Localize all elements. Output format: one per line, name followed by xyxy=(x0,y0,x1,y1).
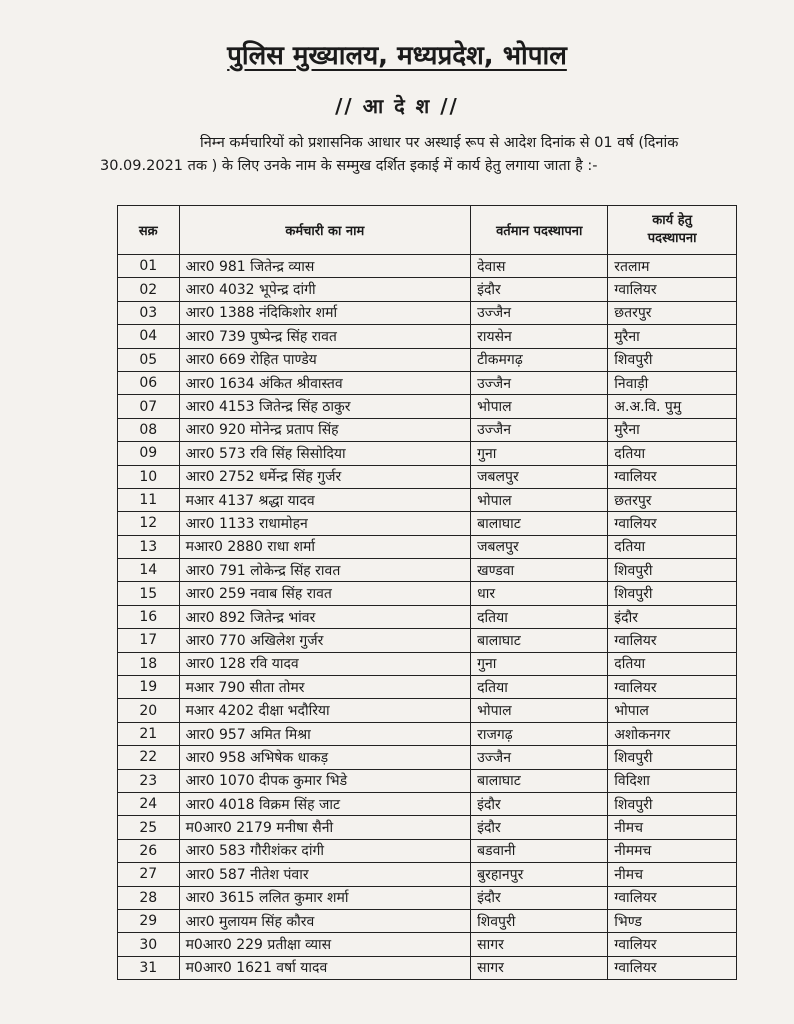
cell-work: दतिया xyxy=(608,442,737,465)
table-row xyxy=(118,582,737,605)
cell-work: ग्वालियर xyxy=(608,629,737,652)
table-row xyxy=(118,535,737,558)
cell-name: आर0 2752 धर्मेन्द्र सिंह गुर्जर xyxy=(179,465,471,488)
cell-work: नीमच xyxy=(608,863,737,886)
cell-sno: 10 xyxy=(118,465,180,488)
cell-name: आर0 3615 ललित कुमार शर्मा xyxy=(179,886,471,909)
table-row xyxy=(118,395,737,418)
cell-current: दतिया xyxy=(471,605,608,628)
cell-name: आर0 1634 अंकित श्रीवास्तव xyxy=(179,371,471,394)
cell-sno: 26 xyxy=(118,839,180,862)
cell-work: विदिशा xyxy=(608,769,737,792)
table-row xyxy=(118,676,737,699)
cell-sno: 18 xyxy=(118,652,180,675)
order-paragraph: निम्न कर्मचारियों को प्रशासनिक आधार पर अस्थाई रूप से आदेश दिनांक से 01 वर्ष (दिनांक 30.09.2021 तक ) के लिए उनके नाम के सम्मुख दर्शित इकाई में कार्य हेतु लगाया जाता है :- xyxy=(100,135,679,174)
cell-work: अशोकनगर xyxy=(608,722,737,745)
table-row xyxy=(118,816,737,839)
cell-sno: 21 xyxy=(118,722,180,745)
table-row xyxy=(118,325,737,348)
table-row xyxy=(118,605,737,628)
cell-sno: 08 xyxy=(118,418,180,441)
cell-work: मुरैना xyxy=(608,418,737,441)
cell-work: नीममच xyxy=(608,839,737,862)
table-row xyxy=(118,722,737,745)
cell-work: मुरैना xyxy=(608,325,737,348)
cell-current: उज्जैन xyxy=(471,301,608,324)
table-row xyxy=(118,629,737,652)
page-title-text: पुलिस मुख्यालय, मध्यप्रदेश, भोपाल xyxy=(227,41,567,71)
cell-current: गुना xyxy=(471,442,608,465)
cell-work: भोपाल xyxy=(608,699,737,722)
table-row xyxy=(118,348,737,371)
cell-current: भोपाल xyxy=(471,699,608,722)
cell-work: ग्वालियर xyxy=(608,676,737,699)
cell-work: निवाड़ी xyxy=(608,371,737,394)
cell-current: टीकमगढ़ xyxy=(471,348,608,371)
table-row xyxy=(118,442,737,465)
cell-name: म0आर0 2179 मनीषा सैनी xyxy=(179,816,471,839)
cell-name: मआर0 2880 राधा शर्मा xyxy=(179,535,471,558)
cell-work: ग्वालियर xyxy=(608,278,737,301)
cell-sno: 30 xyxy=(118,933,180,956)
cell-current: बडवानी xyxy=(471,839,608,862)
cell-current: सागर xyxy=(471,933,608,956)
cell-name: मआर 4202 दीक्षा भदौरिया xyxy=(179,699,471,722)
cell-sno: 07 xyxy=(118,395,180,418)
cell-name: आर0 4032 भूपेन्द्र दांगी xyxy=(179,278,471,301)
cell-work: रतलाम xyxy=(608,255,737,278)
table-row xyxy=(118,839,737,862)
table-row xyxy=(118,512,737,535)
cell-sno: 09 xyxy=(118,442,180,465)
order-label: // आ दे श // xyxy=(335,94,459,118)
cell-work: ग्वालियर xyxy=(608,956,737,979)
cell-current: इंदौर xyxy=(471,886,608,909)
cell-sno: 28 xyxy=(118,886,180,909)
cell-current: शिवपुरी xyxy=(471,909,608,932)
cell-current: बालाघाट xyxy=(471,512,608,535)
cell-current: सागर xyxy=(471,956,608,979)
cell-sno: 27 xyxy=(118,863,180,886)
cell-current: देवास xyxy=(471,255,608,278)
table-row xyxy=(118,652,737,675)
cell-current: उज्जैन xyxy=(471,418,608,441)
cell-sno: 11 xyxy=(118,488,180,511)
cell-current: बालाघाट xyxy=(471,629,608,652)
cell-name: आर0 1070 दीपक कुमार भिडे xyxy=(179,769,471,792)
col-header-work-line1: कार्य हेतु xyxy=(652,213,693,228)
table-row xyxy=(118,699,737,722)
table-row xyxy=(118,301,737,324)
cell-work: शिवपुरी xyxy=(608,746,737,769)
cell-name: आर0 583 गौरीशंकर दांगी xyxy=(179,839,471,862)
cell-name: मआर 790 सीता तोमर xyxy=(179,676,471,699)
cell-current: बालाघाट xyxy=(471,769,608,792)
cell-name: आर0 669 रोहित पाण्डेय xyxy=(179,348,471,371)
cell-sno: 19 xyxy=(118,676,180,699)
cell-current: इंदौर xyxy=(471,816,608,839)
cell-work: छतरपुर xyxy=(608,301,737,324)
col-header-work xyxy=(608,206,737,255)
cell-current: भोपाल xyxy=(471,488,608,511)
cell-name: आर0 587 नीतेश पंवार xyxy=(179,863,471,886)
cell-name: आर0 958 अभिषेक धाकड़ xyxy=(179,746,471,769)
cell-current: जबलपुर xyxy=(471,465,608,488)
cell-name: म0आर0 229 प्रतीक्षा व्यास xyxy=(179,933,471,956)
cell-name: आर0 4018 विक्रम सिंह जाट xyxy=(179,792,471,815)
cell-sno: 31 xyxy=(118,956,180,979)
cell-name: आर0 573 रवि सिंह सिसोदिया xyxy=(179,442,471,465)
cell-sno: 13 xyxy=(118,535,180,558)
table-row xyxy=(118,746,737,769)
cell-current: उज्जैन xyxy=(471,746,608,769)
cell-sno: 02 xyxy=(118,278,180,301)
posting-table xyxy=(117,205,737,980)
table-row xyxy=(118,255,737,278)
cell-name: आर0 1133 राधामोहन xyxy=(179,512,471,535)
cell-work: शिवपुरी xyxy=(608,348,737,371)
cell-sno: 20 xyxy=(118,699,180,722)
cell-current: इंदौर xyxy=(471,792,608,815)
col-header-sno: सक्र xyxy=(118,206,180,255)
cell-sno: 04 xyxy=(118,325,180,348)
cell-current: उज्जैन xyxy=(471,371,608,394)
cell-work: शिवपुरी xyxy=(608,582,737,605)
col-header-name: कर्मचारी का नाम xyxy=(179,206,471,255)
table-row xyxy=(118,863,737,886)
cell-name: आर0 128 रवि यादव xyxy=(179,652,471,675)
cell-sno: 17 xyxy=(118,629,180,652)
table-row xyxy=(118,933,737,956)
table-row xyxy=(118,488,737,511)
cell-name: आर0 920 मोनेन्द्र प्रताप सिंह xyxy=(179,418,471,441)
cell-name: आर0 957 अमित मिश्रा xyxy=(179,722,471,745)
cell-work: नीमच xyxy=(608,816,737,839)
cell-work: ग्वालियर xyxy=(608,465,737,488)
cell-sno: 25 xyxy=(118,816,180,839)
cell-work: भिण्ड xyxy=(608,909,737,932)
cell-work: दतिया xyxy=(608,535,737,558)
cell-current: बुरहानपुर xyxy=(471,863,608,886)
cell-sno: 12 xyxy=(118,512,180,535)
cell-current: गुना xyxy=(471,652,608,675)
cell-sno: 03 xyxy=(118,301,180,324)
table-row xyxy=(118,465,737,488)
cell-name: आर0 770 अखिलेश गुर्जर xyxy=(179,629,471,652)
table-header-row xyxy=(118,206,737,255)
cell-current: जबलपुर xyxy=(471,535,608,558)
cell-current: भोपाल xyxy=(471,395,608,418)
cell-name: आर0 4153 जितेन्द्र सिंह ठाकुर xyxy=(179,395,471,418)
cell-name: आर0 791 लोकेन्द्र सिंह रावत xyxy=(179,559,471,582)
cell-sno: 15 xyxy=(118,582,180,605)
col-header-current: वर्तमान पदस्थापना xyxy=(471,206,608,255)
table-row xyxy=(118,886,737,909)
cell-sno: 06 xyxy=(118,371,180,394)
cell-work: अ.अ.वि. पुमु xyxy=(608,395,737,418)
cell-work: शिवपुरी xyxy=(608,559,737,582)
cell-work: शिवपुरी xyxy=(608,792,737,815)
table-row xyxy=(118,278,737,301)
cell-sno: 14 xyxy=(118,559,180,582)
cell-name: आर0 259 नवाब सिंह रावत xyxy=(179,582,471,605)
cell-current: धार xyxy=(471,582,608,605)
table-row xyxy=(118,371,737,394)
table-row xyxy=(118,769,737,792)
cell-work: दतिया xyxy=(608,652,737,675)
table-row xyxy=(118,909,737,932)
table-row xyxy=(118,956,737,979)
cell-name: आर0 739 पुष्पेन्द्र सिंह रावत xyxy=(179,325,471,348)
cell-sno: 22 xyxy=(118,746,180,769)
cell-name: म0आर0 1621 वर्षा यादव xyxy=(179,956,471,979)
cell-work: छतरपुर xyxy=(608,488,737,511)
cell-sno: 29 xyxy=(118,909,180,932)
cell-work: ग्वालियर xyxy=(608,512,737,535)
cell-sno: 16 xyxy=(118,605,180,628)
cell-sno: 24 xyxy=(118,792,180,815)
cell-name: आर0 981 जितेन्द्र व्यास xyxy=(179,255,471,278)
cell-sno: 23 xyxy=(118,769,180,792)
table-row xyxy=(118,418,737,441)
col-header-work-line2: पदस्थापना xyxy=(647,231,697,246)
cell-current: राजगढ़ xyxy=(471,722,608,745)
page-title xyxy=(0,36,794,72)
cell-name: आर0 1388 नंदिकिशोर शर्मा xyxy=(179,301,471,324)
cell-name: आर0 मुलायम सिंह कौरव xyxy=(179,909,471,932)
cell-sno: 05 xyxy=(118,348,180,371)
cell-current: रायसेन xyxy=(471,325,608,348)
cell-work: ग्वालियर xyxy=(608,886,737,909)
table-row xyxy=(118,559,737,582)
table-row xyxy=(118,792,737,815)
cell-sno: 01 xyxy=(118,255,180,278)
cell-name: मआर 4137 श्रद्धा यादव xyxy=(179,488,471,511)
cell-current: दतिया xyxy=(471,676,608,699)
cell-current: इंदौर xyxy=(471,278,608,301)
cell-current: खण्डवा xyxy=(471,559,608,582)
cell-work: इंदौर xyxy=(608,605,737,628)
cell-work: ग्वालियर xyxy=(608,933,737,956)
cell-name: आर0 892 जितेन्द्र भांवर xyxy=(179,605,471,628)
